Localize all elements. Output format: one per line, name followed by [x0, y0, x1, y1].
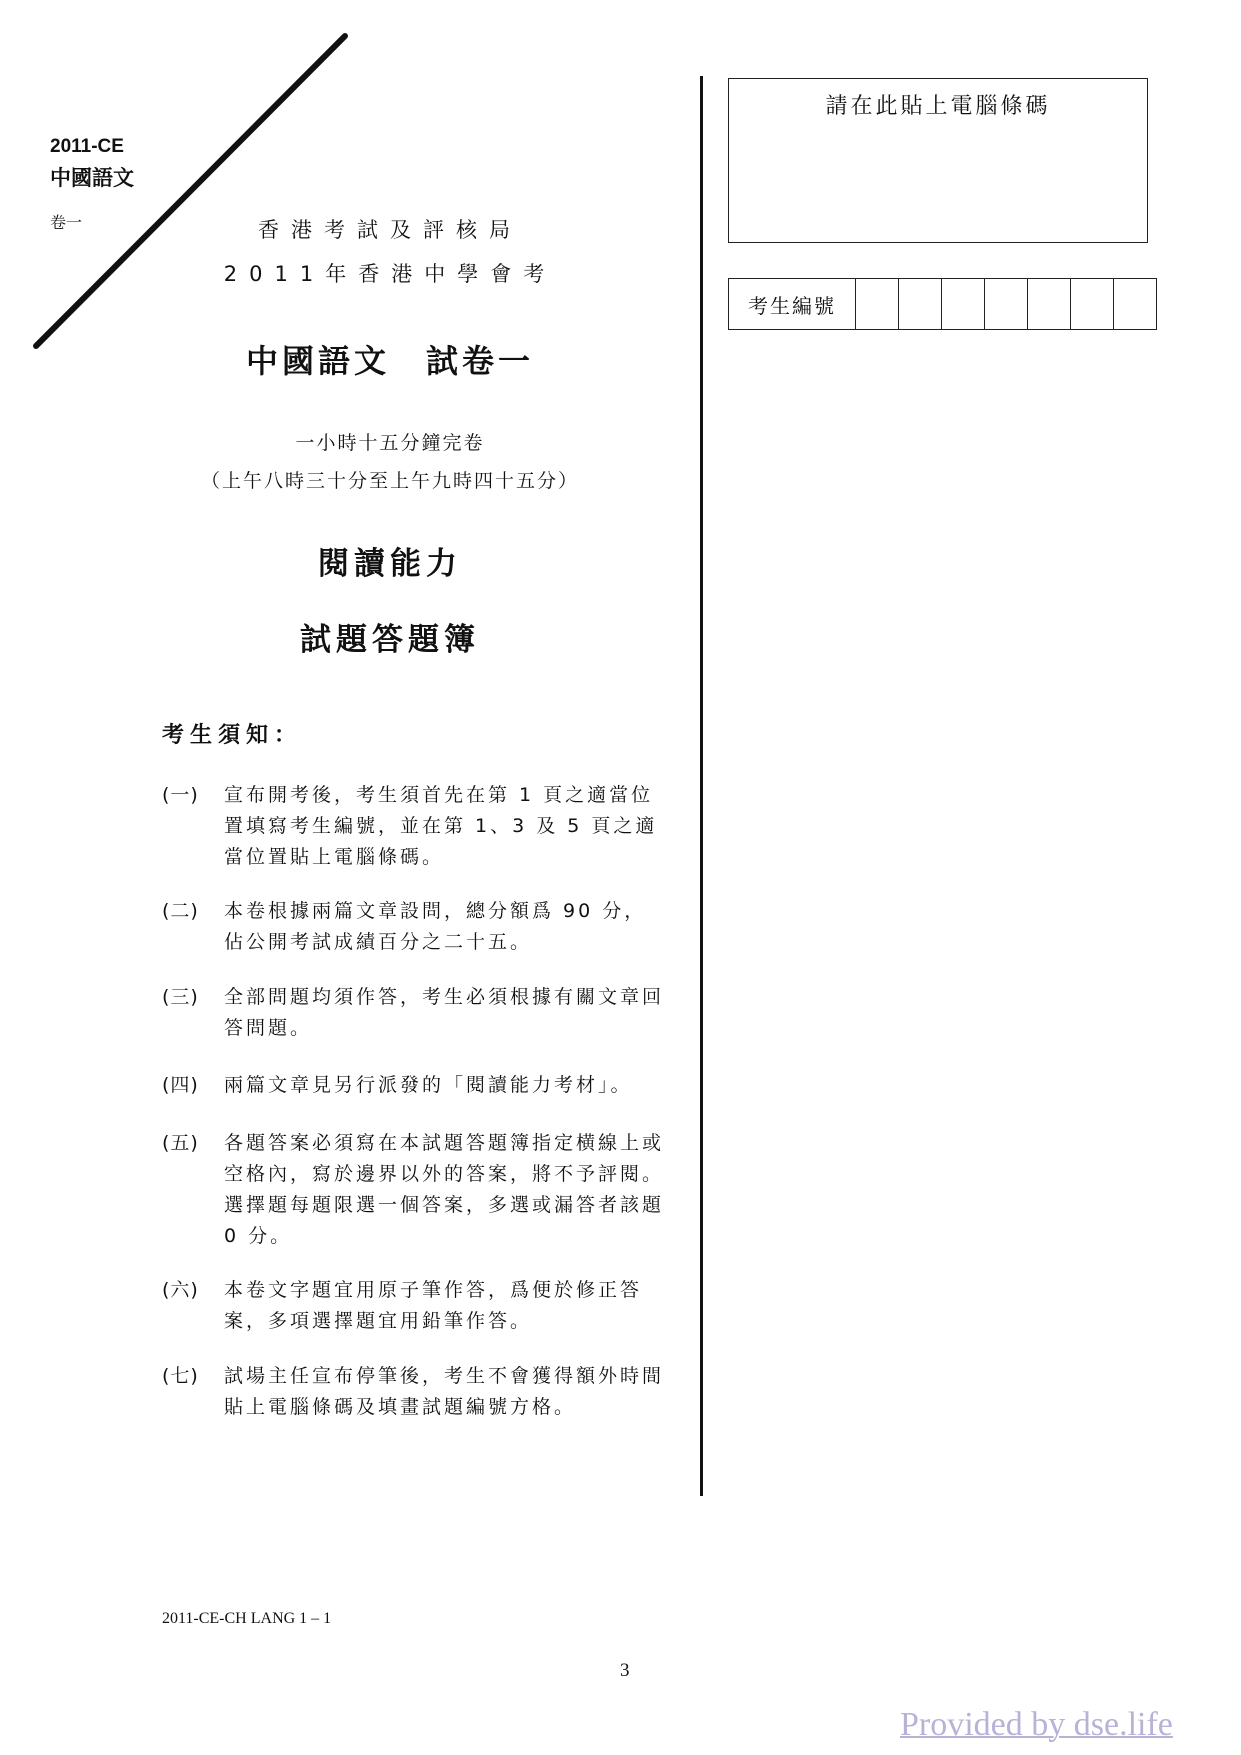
candidate-number-cell: [1071, 279, 1114, 329]
booklet-title: 試題答題簿: [300, 622, 480, 658]
candidate-number-cell: [942, 279, 985, 329]
barcode-box-label: 請在此貼上電腦條碼: [825, 94, 1051, 119]
duration-text: 一小時十五分鐘完卷: [295, 432, 485, 454]
page-number: 3: [620, 1660, 630, 1681]
barcode-sticker-box: [728, 78, 1148, 243]
notice-item-text: 全部問題均須作答，考生必須根據有關文章回答問題。: [224, 986, 665, 1039]
notice-item-number: (七): [162, 1365, 199, 1387]
notice-item-text: 本卷文字題宜用原子筆作答，爲便於修正答案，多項選擇題宜用鉛筆作答。: [224, 1279, 643, 1332]
section-title: 閱讀能力: [318, 546, 462, 582]
notice-item: [162, 982, 682, 1044]
notice-item-text: 本卷根據兩篇文章設問，總分額爲 90 分，佔公開考試成績百分之二十五。: [224, 900, 647, 953]
watermark-link[interactable]: Provided by dse.life: [900, 1706, 1173, 1743]
notice-item-text: 試場主任宣布停筆後，考生不會獲得額外時間貼上電腦條碼及填畫試題編號方格。: [224, 1365, 665, 1418]
notice-item: [162, 1361, 682, 1423]
notice-item: [162, 1275, 682, 1337]
notice-item: [162, 1070, 682, 1101]
notice-heading: 考生須知：: [162, 723, 303, 748]
notice-item: [162, 780, 682, 873]
notice-item: [162, 896, 682, 958]
notice-item-text: 各題答案必須寫在本試題答題簿指定横線上或空格內，寫於邊界以外的答案，將不予評閱。選擇題每題限選一個答案，多選或漏答者該題 0 分。: [224, 1132, 665, 1247]
candidate-number-cell: [1114, 279, 1156, 329]
time-range-text: （上午八時三十分至上午九時四十五分）: [200, 470, 579, 492]
corner-paper-code: 2011-CE: [50, 136, 124, 157]
footer-paper-code: 2011-CE-CH LANG 1 – 1: [162, 1610, 332, 1627]
candidate-number-boxes: [728, 278, 1157, 330]
notice-item-number: (二): [162, 900, 199, 922]
exam-name: 2011年香港中學會考: [223, 262, 557, 286]
notice-item: [162, 1128, 682, 1252]
corner-paper-label: 卷一: [50, 213, 83, 232]
notice-item-number: (五): [162, 1132, 199, 1154]
paper-title: 中國語文 試卷一: [245, 342, 534, 380]
column-divider: [700, 76, 703, 1496]
corner-subject: 中國語文: [50, 166, 134, 190]
candidate-number-label: 考生編號: [729, 279, 856, 329]
notice-item-number: (四): [162, 1074, 199, 1096]
notice-item-text: 宣布開考後，考生須首先在第 1 頁之適當位置填寫考生編號，並在第 1、3 及 5 頁之適當位置貼上電腦條碼。: [224, 784, 658, 868]
exam-authority: 香港考試及評核局: [258, 218, 522, 242]
notice-item-text: 兩篇文章見另行派發的「閱讀能力考材」。: [224, 1074, 633, 1096]
candidate-number-cell: [985, 279, 1028, 329]
notice-item-number: (三): [162, 986, 199, 1008]
notice-item-number: (一): [162, 784, 199, 806]
candidate-number-cell: [1028, 279, 1071, 329]
candidate-number-cell: [899, 279, 942, 329]
notice-item-number: (六): [162, 1279, 199, 1301]
candidate-number-cell: [856, 279, 899, 329]
